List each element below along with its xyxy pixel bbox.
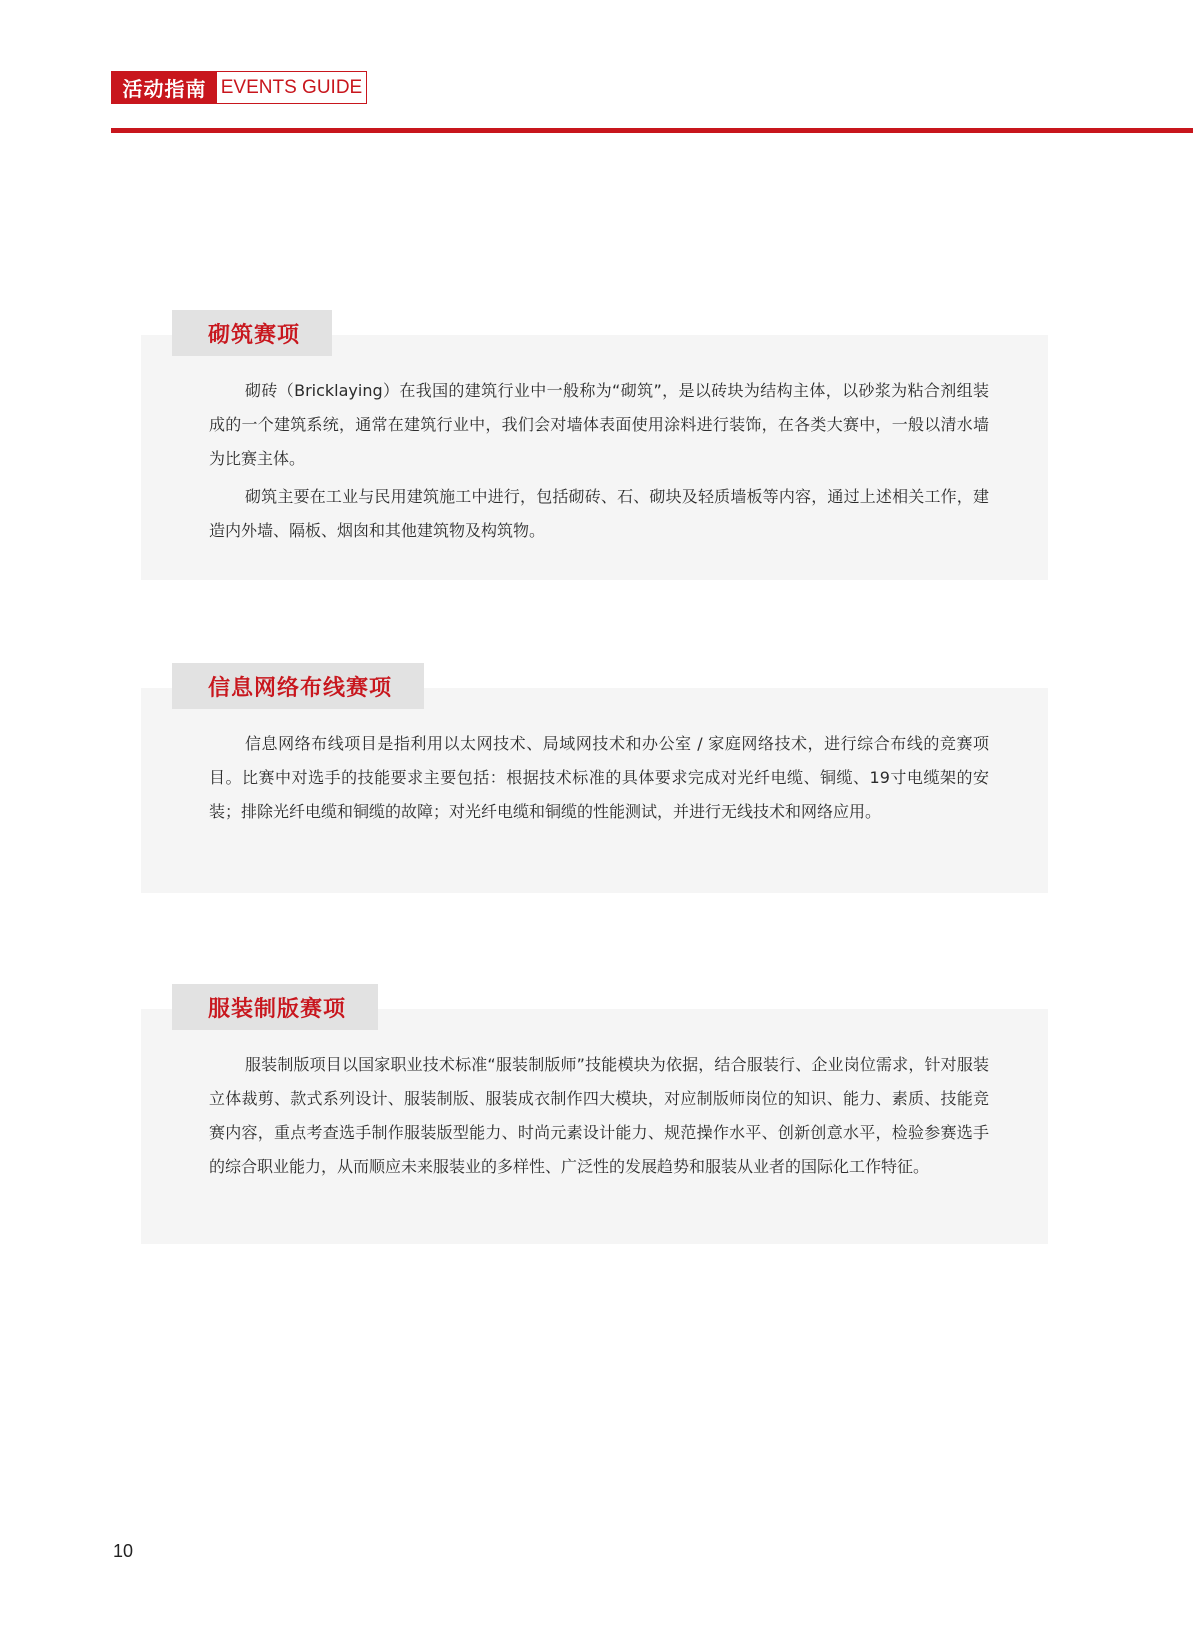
events-guide-badge [111,71,367,104]
section-garment-pattern [141,984,1048,1244]
paragraph: 信息网络布线项目是指利用以太网技术、局域网技术和办公室 / 家庭网络技术，进行综合布线的竞赛项目。比赛中对选手的技能要求主要包括：根据技术标准的具体要求完成对光纤电缆、铜缆、19寸电缆架的安装；排除光纤电缆和铜缆的故障；对光纤电缆和铜缆的性能测试，并进行无线技术和网络应用。 [209,734,989,821]
page-number: 10 [113,1541,134,1561]
badge-title-cn: 活动指南 [112,72,217,103]
section-bricklaying [141,310,1048,580]
paragraph: 砌砖（Bricklaying）在我国的建筑行业中一般称为“砌筑”，是以砖块为结构主体，以砂浆为粘合剂组装成的一个建筑系统，通常在建筑行业中，我们会对墙体表面使用涂料进行装饰，在各类大赛中，一般以清水墙为比赛主体。 [209,381,989,468]
section-network-cabling [141,663,1048,893]
badge-title-en: EVENTS GUIDE [220,76,363,98]
paragraph: 砌筑主要在工业与民用建筑施工中进行，包括砌砖、石、砌块及轻质墙板等内容，通过上述相关工作，建造内外墙、隔板、烟囱和其他建筑物及构筑物。 [209,487,989,540]
header-divider [111,128,1193,133]
paragraph: 服装制版项目以国家职业技术标准“服装制版师”技能模块为依据，结合服装行、企业岗位需求，针对服装立体裁剪、款式系列设计、服装制版、服装成衣制作四大模块，对应制版师岗位的知识、能力、素质、技能竞赛内容，重点考查选手制作服装版型能力、时尚元素设计能力、规范操作水平、创新创意水平，检验参赛选手的综合职业能力，从而顺应未来服装业的多样性、广泛性的发展趋势和服装从业者的国际化工作特征。 [209,1055,989,1176]
section-title: 服装制版赛项 [172,984,378,1030]
section-title: 信息网络布线赛项 [172,663,424,709]
section-title: 砌筑赛项 [172,310,332,356]
section-body [209,374,989,552]
section-body [209,1048,989,1188]
section-body [209,727,989,833]
